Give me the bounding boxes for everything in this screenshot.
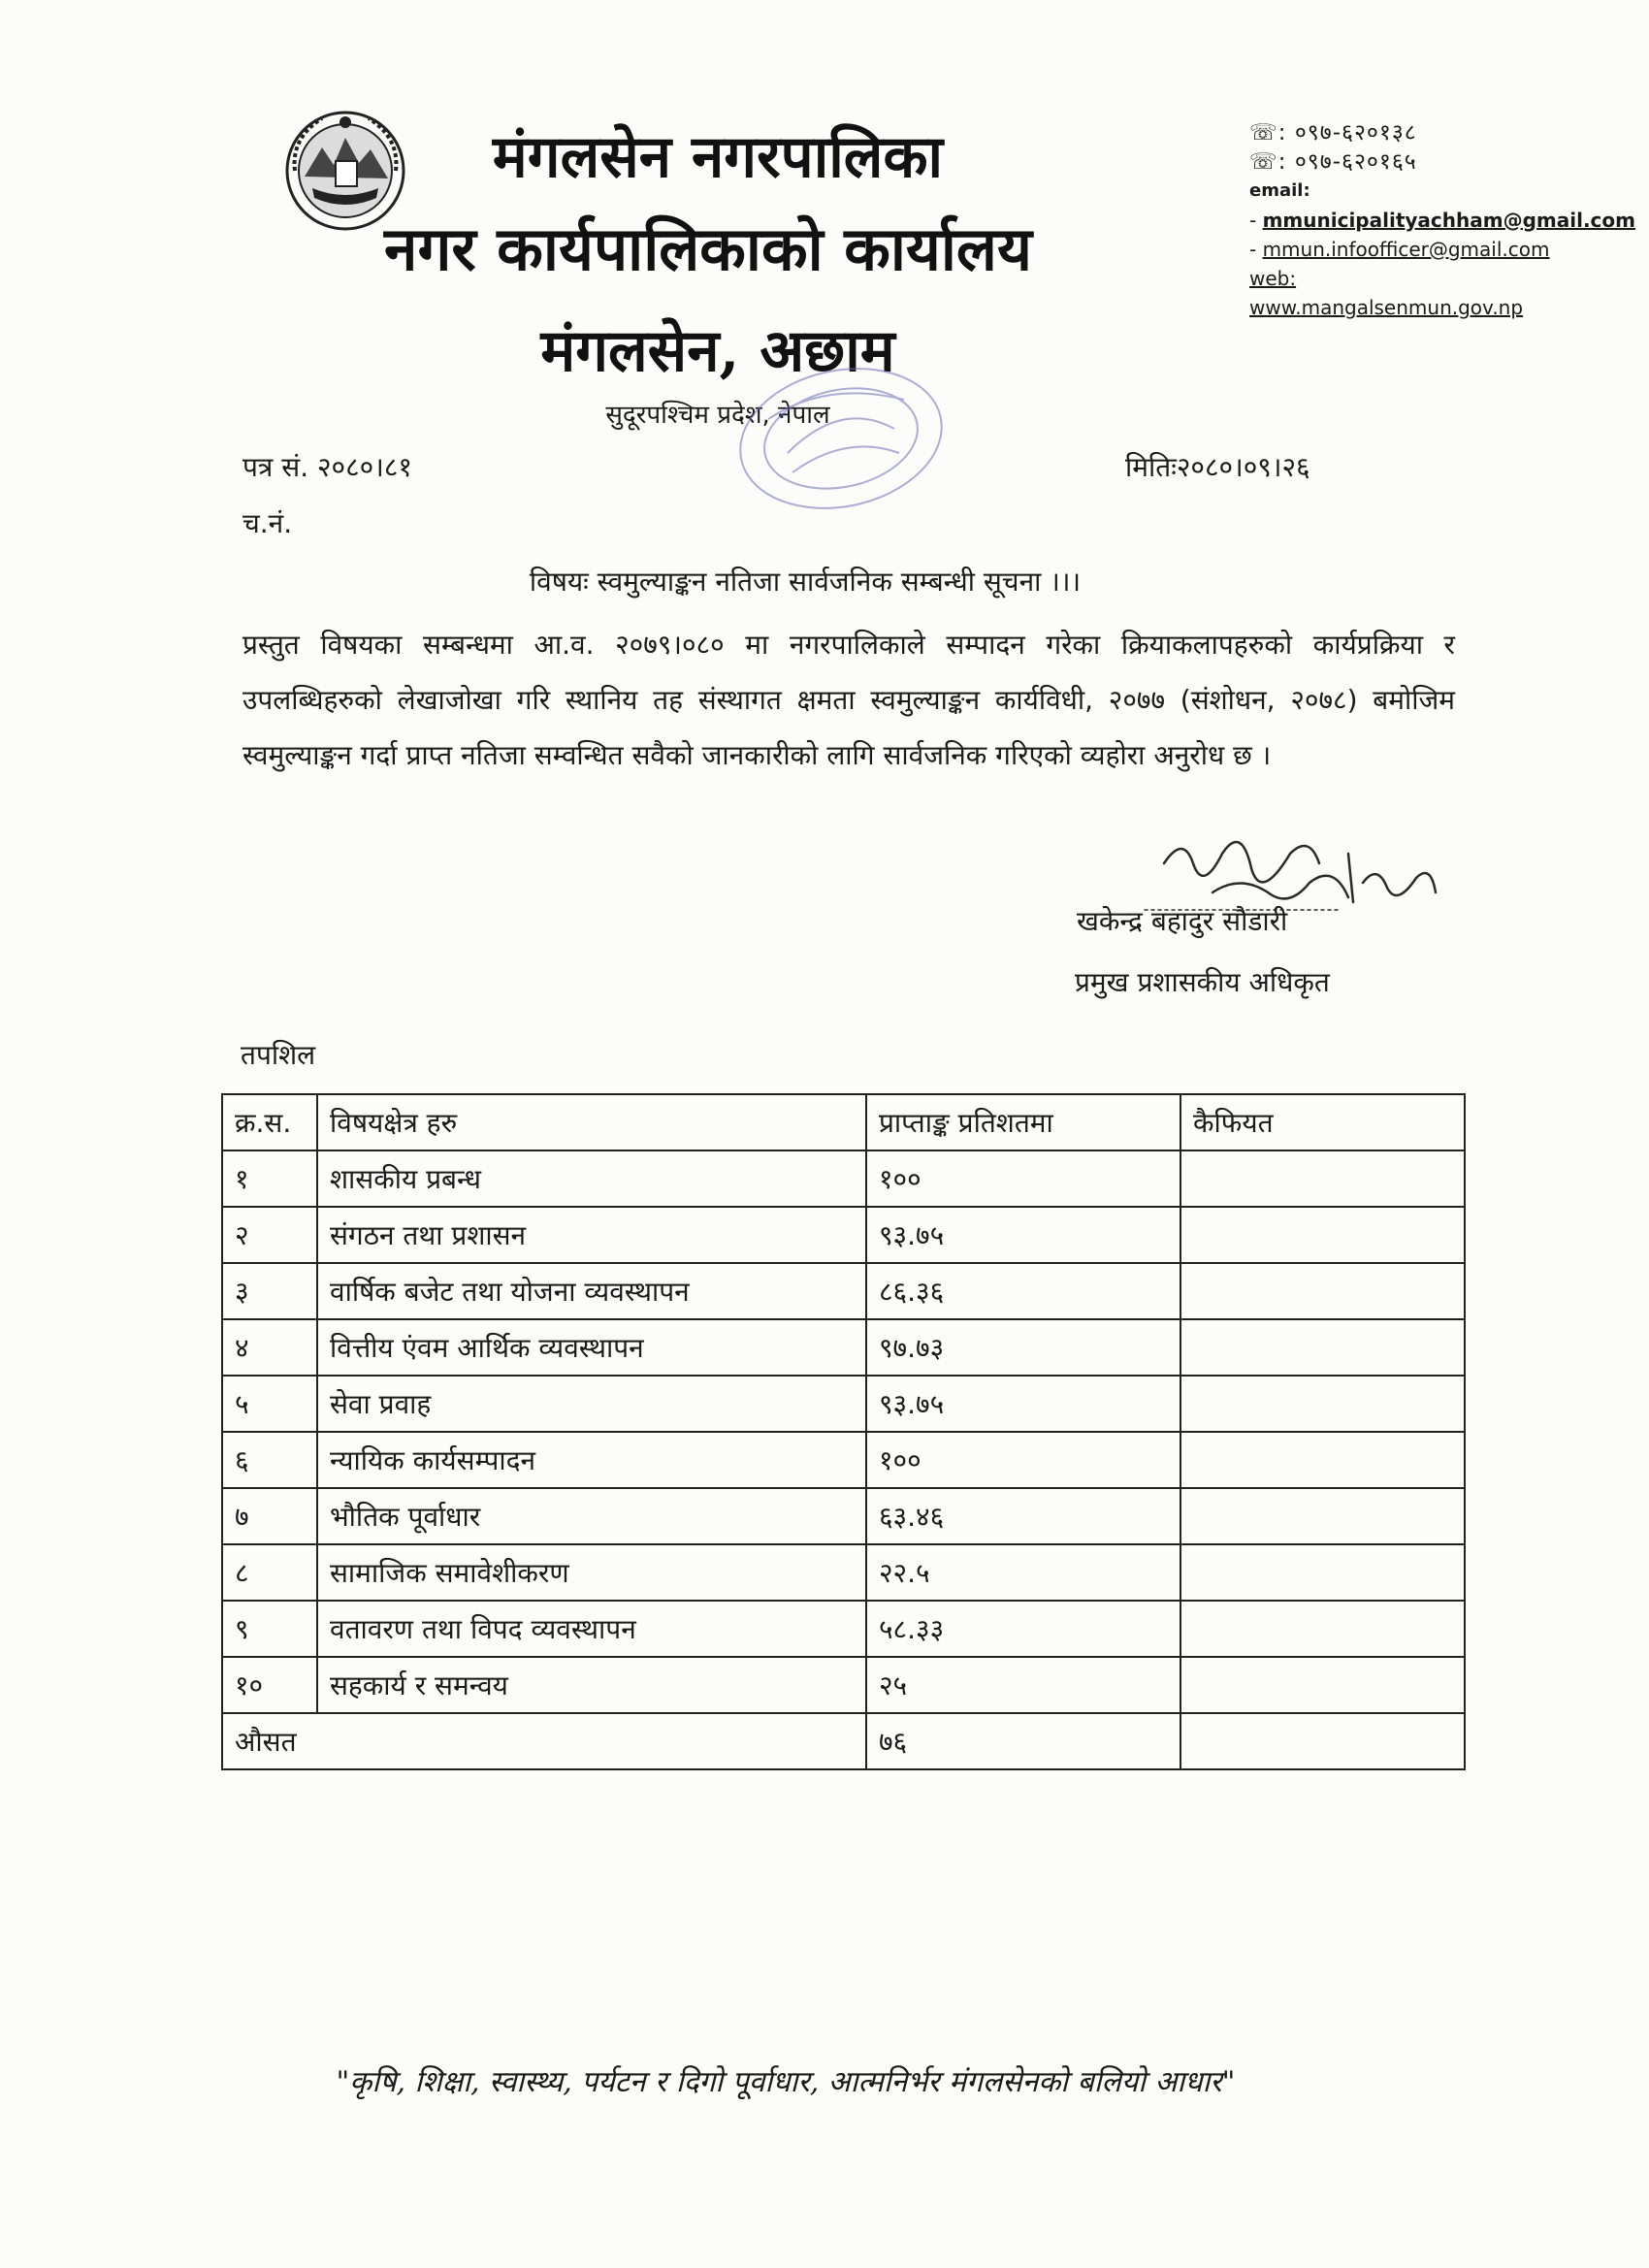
total-label: औसत bbox=[222, 1713, 866, 1769]
row-area: सहकार्य र समन्वय bbox=[317, 1657, 866, 1713]
table-row bbox=[222, 1657, 1465, 1713]
row-serial: ९ bbox=[222, 1601, 317, 1657]
office-name-heading: नगर कार्यपालिकाको कार्यालय bbox=[384, 213, 1032, 284]
total-value: ७६ bbox=[866, 1713, 1180, 1769]
row-score: १०० bbox=[866, 1150, 1180, 1207]
row-remarks bbox=[1180, 1601, 1465, 1657]
phone-2: ☏: ०९७-६२०१६५ bbox=[1249, 149, 1417, 175]
row-remarks bbox=[1180, 1263, 1465, 1319]
row-score: ९३.७५ bbox=[866, 1376, 1180, 1432]
row-remarks bbox=[1180, 1488, 1465, 1544]
org-name-heading: मंगलसेन नगरपालिका bbox=[492, 123, 944, 191]
reference-number: पत्र सं. २०८०।८१ bbox=[242, 451, 412, 483]
web-label: web: bbox=[1249, 267, 1297, 290]
row-serial: २ bbox=[222, 1207, 317, 1263]
row-remarks bbox=[1180, 1432, 1465, 1488]
email-2-line: - mmun.infoofficer@gmail.com bbox=[1249, 238, 1550, 261]
email-1-link[interactable]: mmunicipalityachham@gmail.com bbox=[1262, 209, 1635, 232]
row-area: वार्षिक बजेट तथा योजना व्यवस्थापन bbox=[317, 1263, 866, 1319]
col-header-serial: क्र.स. bbox=[222, 1094, 317, 1150]
row-area: भौतिक पूर्वाधार bbox=[317, 1488, 866, 1544]
row-remarks bbox=[1180, 1150, 1465, 1207]
letter-date: मितिः२०८०।०९।२६ bbox=[1125, 451, 1310, 483]
table-row bbox=[222, 1263, 1465, 1319]
row-area: वतावरण तथा विपद व्यवस्थापन bbox=[317, 1601, 866, 1657]
row-remarks bbox=[1180, 1657, 1465, 1713]
province-line: सुदूरपश्चिम प्रदेश, नेपाल bbox=[605, 401, 830, 430]
row-serial: १० bbox=[222, 1657, 317, 1713]
row-area: न्यायिक कार्यसम्पादन bbox=[317, 1432, 866, 1488]
table-row bbox=[222, 1601, 1465, 1657]
row-serial: ७ bbox=[222, 1488, 317, 1544]
row-score: ९३.७५ bbox=[866, 1207, 1180, 1263]
col-header-remarks: कैफियत bbox=[1180, 1094, 1465, 1150]
row-serial: ५ bbox=[222, 1376, 317, 1432]
phone-1: ☏: ०९७-६२०१३८ bbox=[1249, 120, 1417, 146]
table-total-row bbox=[222, 1713, 1465, 1769]
row-score: ८६.३६ bbox=[866, 1263, 1180, 1319]
row-remarks bbox=[1180, 1207, 1465, 1263]
letter-body: प्रस्तुत विषयका सम्बन्धमा आ.व. २०७९।०८० मा नगरपालिकाले सम्पादन गरेका क्रियाकलापहरुको कार्यप्रक्रिया र उपलब्धिहरुको लेखाजोखा गरि स्थानिय तह संस्थागत क्षमता स्वमुल्याङ्कन कार्यविधी, २०७७ (संशोधन, २०७८) बमोजिम स्वमुल्याङ्कन गर्दा प्राप्त नतिजा सम्वन्धित सवैको जानकारीको लागि सार्वजनिक गरिएको व्यहोरा अनुरोध छ । bbox=[242, 629, 1455, 771]
row-score: १०० bbox=[866, 1432, 1180, 1488]
email-label: email: bbox=[1249, 180, 1310, 201]
col-header-area: विषयक्षेत्र हरु bbox=[317, 1094, 866, 1150]
table-row bbox=[222, 1207, 1465, 1263]
table-row bbox=[222, 1150, 1465, 1207]
table-row bbox=[222, 1488, 1465, 1544]
row-serial: १ bbox=[222, 1150, 317, 1207]
row-area: वित्तीय एंवम आर्थिक व्यवस्थापन bbox=[317, 1319, 866, 1376]
table-row bbox=[222, 1544, 1465, 1601]
table-row bbox=[222, 1376, 1465, 1432]
email-1-line: - mmunicipalityachham@gmail.com bbox=[1249, 209, 1635, 232]
table-row bbox=[222, 1432, 1465, 1488]
office-stamp bbox=[729, 361, 953, 516]
row-score: ५८.३३ bbox=[866, 1601, 1180, 1657]
row-score: २५ bbox=[866, 1657, 1180, 1713]
row-serial: ८ bbox=[222, 1544, 317, 1601]
col-header-score: प्राप्ताङ्क प्रतिशतमा bbox=[866, 1094, 1180, 1150]
row-serial: ६ bbox=[222, 1432, 317, 1488]
row-remarks bbox=[1180, 1376, 1465, 1432]
location-heading: मंगलसेन, अछाम bbox=[540, 317, 895, 385]
row-remarks bbox=[1180, 1544, 1465, 1601]
footer-motto: "कृषि, शिक्षा, स्वास्थ्य, पर्यटन र दिगो पूर्वाधार, आत्मनिर्भर मंगलसेनको बलियो आधार" bbox=[336, 2065, 1236, 2099]
row-serial: ४ bbox=[222, 1319, 317, 1376]
web-link[interactable]: www.mangalsenmun.gov.np bbox=[1249, 296, 1524, 319]
row-remarks bbox=[1180, 1319, 1465, 1376]
total-remarks bbox=[1180, 1713, 1465, 1769]
row-area: सेवा प्रवाह bbox=[317, 1376, 866, 1432]
signatory-name: खकेन्द्र बहादुर सौडारी bbox=[1077, 905, 1288, 937]
assessment-results-table bbox=[221, 1093, 1466, 1770]
row-serial: ३ bbox=[222, 1263, 317, 1319]
email-2-link[interactable]: mmun.infoofficer@gmail.com bbox=[1262, 238, 1550, 261]
row-area: संगठन तथा प्रशासन bbox=[317, 1207, 866, 1263]
row-area: शासकीय प्रबन्ध bbox=[317, 1150, 866, 1207]
row-score: ६३.४६ bbox=[866, 1488, 1180, 1544]
table-header-row bbox=[222, 1094, 1465, 1150]
letter-subject: विषयः स्वमुल्याङ्कन नतिजा सार्वजनिक सम्बन्धी सूचना ।।। bbox=[529, 566, 1082, 598]
table-caption: तपशिल bbox=[241, 1039, 316, 1071]
row-area: सामाजिक समावेशीकरण bbox=[317, 1544, 866, 1601]
dispatch-number: च.नं. bbox=[242, 507, 293, 539]
contact-block bbox=[1249, 118, 1637, 322]
table-row bbox=[222, 1319, 1465, 1376]
row-score: ९७.७३ bbox=[866, 1319, 1180, 1376]
signatory-title: प्रमुख प्रशासकीय अधिकृत bbox=[1075, 966, 1330, 998]
row-score: २२.५ bbox=[866, 1544, 1180, 1601]
